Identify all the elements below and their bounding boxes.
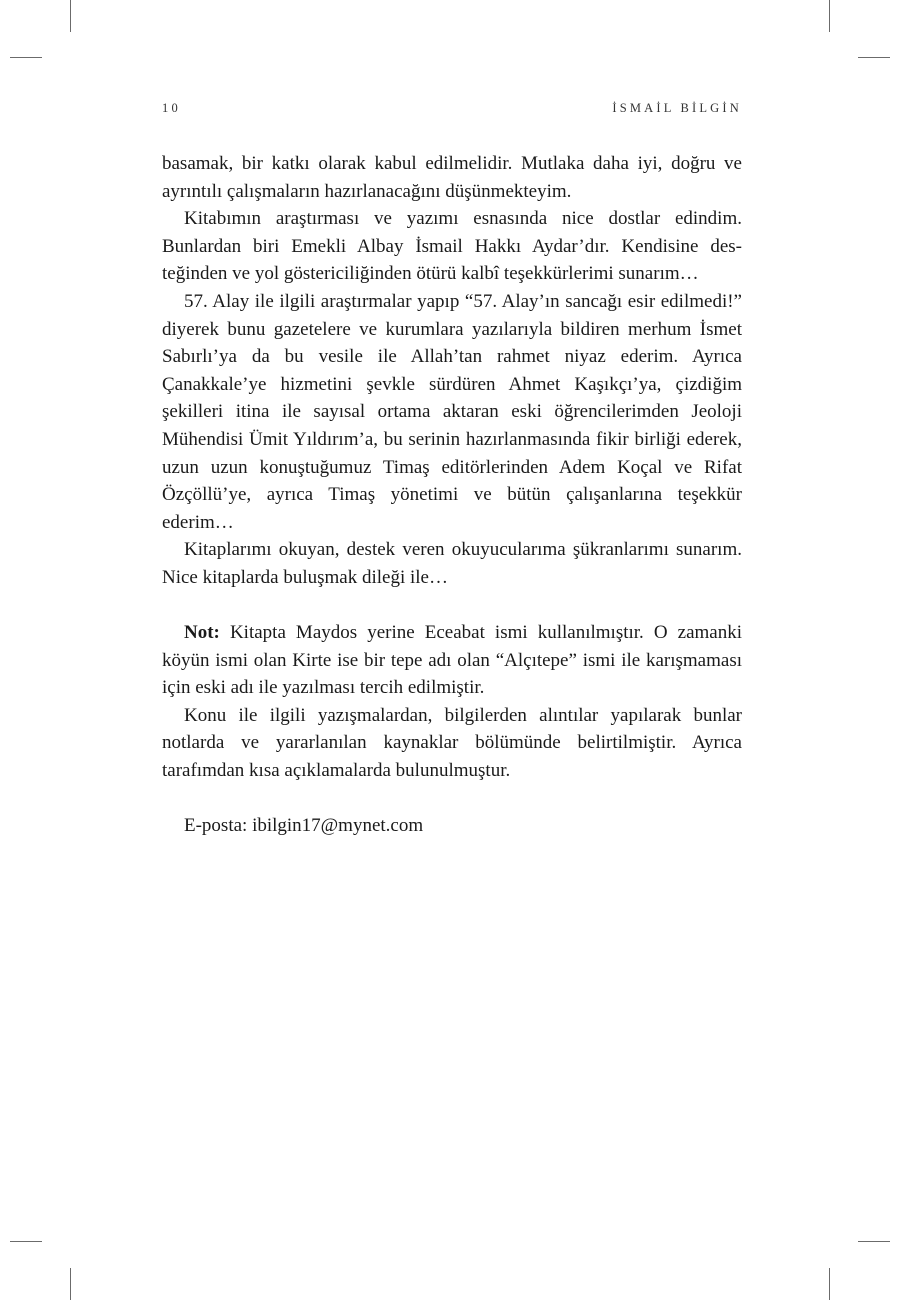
crop-mark-bottom-left [10, 1241, 42, 1242]
paragraph: Konu ile ilgili yazışmalardan, bilgilerden alıntılar yapılarak bunlar notlarda ve yararlanılan kaynaklar bölümünde belirtilmiştir. Ayrıca tarafımdan kısa açıklamalarda bulunulmuştur. [162, 704, 742, 782]
crop-mark-top-right [858, 57, 890, 58]
paragraph: basamak, bir katkı olarak kabul edilmelidir. Mutlaka daha iyi, doğru ve ayrıntılı çalışmaların hazırlanacağını düşünmekteyim. [162, 153, 742, 202]
running-head [162, 101, 742, 121]
author-name: İSMAİL BİLGİN [612, 101, 742, 115]
paragraph: Kitaplarımı okuyan, destek veren okuyucularıma şükranlarımı sunarım. Nice kitaplarda buluşmak dileği ile… [162, 539, 742, 588]
crop-mark-top-left [70, 0, 71, 32]
crop-mark-top-right [829, 0, 830, 32]
paragraph: Kitabımın araştırması ve yazımı esnasında nice dostlar edindim. Bunlardan biri Emekli Albay İsmail Hakkı Aydar’dır. Kendisine desteğinden ve yol göstericiliğinden ötürü kalbî teşekkürlerimi sunarım… [162, 208, 742, 285]
crop-mark-bottom-left [70, 1268, 71, 1300]
note-text: Kitapta Maydos yerine Eceabat ismi kullanılmıştır. O zamanki köyün ismi olan Kirte ise bir tepe adı olan “Alçıtepe” ismi ile karışmaması için eski adı ile yazılması tercih edilmiştir. [162, 622, 742, 699]
body-text [162, 150, 742, 840]
crop-mark-top-left [10, 57, 42, 58]
crop-mark-bottom-right [858, 1241, 890, 1242]
crop-mark-bottom-right [829, 1268, 830, 1300]
note-paragraph [162, 619, 742, 702]
page-number: 10 [162, 101, 181, 115]
paragraph: 57. Alay ile ilgili araştırmalar yapıp “57. Alay’ın sancağı esir edilmedi!” diyerek bunu gazetelere ve kurumlara yazılarıyla bildiren merhum İsmet Sabırlı’ya da bu vesile ile Allah’tan rahmet niyaz ederim. Ayrıca Çanakkale’ye hizmetini şevkle sürdüren Ahmet Kaşıkçı’ya, çizdiğim şekilleri itina ile sayısal ortama aktaran eski öğrencilerimden Jeoloji Mühendisi Ümit Yıldırım’a, bu serinin hazırlanmasında fikir birliği ederek, uzun uzun konuştuğumuz Timaş editörlerinden Adem Koçal ve Rifat Özçöllü’ye, ayrıca Timaş yönetimi ve bütün çalışanlarına teşekkür ederim… [162, 290, 742, 533]
note-label: Not: [184, 622, 220, 644]
email-line: E-posta: ibilgin17@mynet.com [184, 815, 424, 837]
